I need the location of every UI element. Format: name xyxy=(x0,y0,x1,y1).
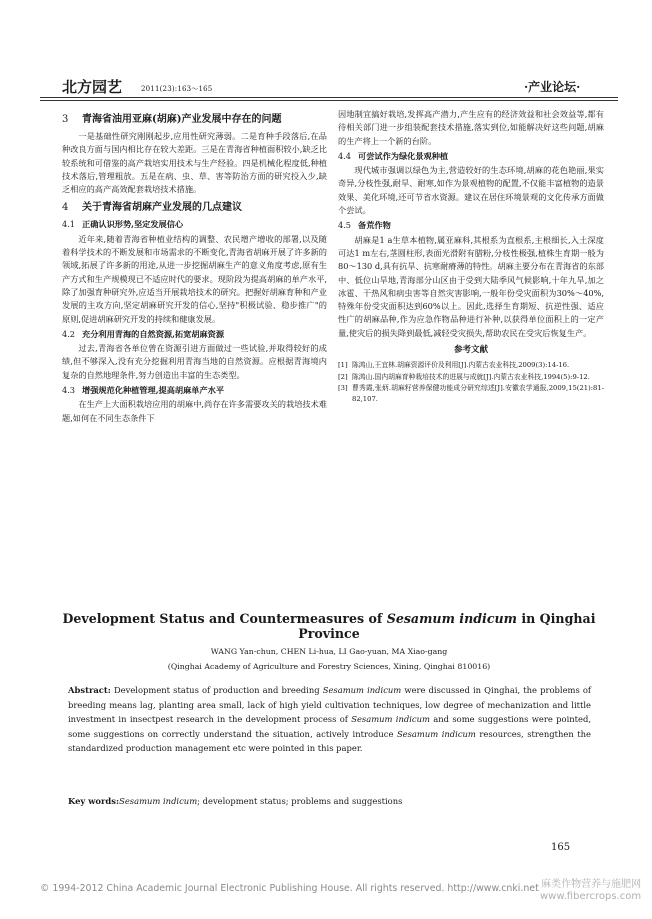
heading-text: 备荒作物 xyxy=(358,220,391,231)
paragraph-continued: 因地制宜搞好栽培,发挥高产潜力,产生应有的经济效益和社会效益等,都有待相关部门进一步组装配套技术措施,落实到位,如能解决好这些问题,胡麻的生产将上一个新的台阶。 xyxy=(338,109,604,146)
heading-text: 增强规范化种植管理,提高胡麻单产水平 xyxy=(82,385,225,396)
right-column xyxy=(338,108,604,405)
heading-number: 4.4 xyxy=(338,150,352,161)
reference-text: 曹秀霞,张炳.胡麻籽营养保健功能成分研究综述[J].安徽农学通报,2009,15(21):81-82,107. xyxy=(352,384,604,403)
abstract-label: Abstract: xyxy=(68,685,111,695)
reference-item xyxy=(338,383,604,404)
paragraph: 胡麻是1 a生草本植物,属亚麻科,其根系为直根系,主根细长,入土深度可达1 m左右,茎圆柱形,表面光滑附有腊粉,分枝性极强,植株生育期一般为80～130 d,具有抗旱、抗寒耐瘠薄的特性。胡麻主要分布在青海省的东部中、低位山旱地,青海部分山区由于受到大陆季风气候影响,十年九旱,加之冰雹、干热风和病虫害等自然灾害影响,一般年份受灾面积为30%～40%,特殊年份受灾面积达到60%以上。因此,选择生育期短、抗逆性强、适应性广的胡麻品种,作为应急作物品种进行补种,以获得单位面积上的一定产量,使灾后的损失降到最低,减轻受灾损失,帮助农民在受灾后恢复生产。 xyxy=(338,234,604,338)
heading-number: 4.3 xyxy=(62,385,76,396)
watermark-line: 麻类作物营养与施肥网 xyxy=(541,879,642,890)
heading-text: 关于青海省胡麻产业发展的几点建议 xyxy=(82,202,242,214)
paragraph: 一是基础性研究刚刚起步,应用性研究薄弱。二是育种手段落后,在品种改良方面与国内相比存在较大差距。三是在青海省种植面积较小,缺乏比较系统和可借鉴的高产栽培实用技术与生产经验。四是机械化程度低,种植技术落后,管理粗放。五是在病、虫、草、害等防治方面的研究投入少,缺乏相应的高产高效配套栽培技术措施。 xyxy=(62,131,327,195)
title-part: Development Status and Countermeasures of xyxy=(62,611,387,626)
english-authors: WANG Yan-chun, CHEN Li-hua, LI Gao-yuan, MA Xiao-gang xyxy=(210,647,448,656)
paragraph: 过去,青海省各单位曾在资源引进方面做过一些试验,并取得较好的成绩,但不够深入,没有充分挖掘利用青海当地的自然资源。应根据青海境内复杂的自然地理条件,努力创造出丰富的生态类型。 xyxy=(62,343,327,380)
reference-text: 陈鸿山.国内胡麻育种栽培技术的进展与成就[J].内蒙古农业科技,1994(5):9-12. xyxy=(352,372,590,381)
heading-4 xyxy=(62,200,327,215)
abstract-text: and some suggestions were pointed, some suggestions on correctly understand the situation, actively introduce xyxy=(68,714,591,739)
left-column xyxy=(62,108,327,425)
reference-number: [1] xyxy=(338,361,348,370)
heading-4-3 xyxy=(62,384,327,397)
heading-4-2 xyxy=(62,328,327,341)
keywords-species: Sesamum indicum xyxy=(119,796,198,806)
english-keywords xyxy=(68,794,591,808)
heading-text: 青海省油用亚麻(胡麻)产业发展中存在的问题 xyxy=(82,114,282,125)
english-title xyxy=(40,611,618,641)
reference-number: [3] xyxy=(338,384,348,393)
journal-citation: 2011(23):163～165 xyxy=(141,85,213,93)
abstract-text: were discussed in Qinghai, the problems of breeding means lag, planting area small, lack of high yield cultivation techniques, low degree of mechanization and little investment in insectpest research in the development process of xyxy=(68,685,592,725)
reference-item xyxy=(338,360,604,371)
heading-number: 4.2 xyxy=(62,328,76,339)
reference-item xyxy=(338,372,604,383)
reference-number: [2] xyxy=(338,372,348,381)
heading-number: 4.5 xyxy=(338,220,352,231)
section-tag: ·产业论坛· xyxy=(524,80,581,94)
reference-text: 陈鸿山,王宜林.胡麻资源评价及利用[J].内蒙古农业科技,2009(3):14-16. xyxy=(352,361,570,370)
abstract-text: resources, strengthen the standardized production management etc were pointed in this paper. xyxy=(68,728,591,754)
watermark-line: www.fibercrops.com xyxy=(540,891,642,902)
header-rule-top xyxy=(40,97,618,98)
page-number: 165 xyxy=(551,842,571,853)
abstract-species: Sesamum indicum xyxy=(351,714,430,725)
journal-name: 北方园艺 xyxy=(62,78,123,96)
paragraph: 近年来,随着青海省种植业结构的调整、农民增产增收的部署,以及随着科学技术的不断发展和市场需求的不断变化,青海省胡麻开展了许多新的领域,拓展了许多新的用途,从进一步挖掘胡麻生产的意义角度考虑,原有生产方式和生产规模现已不适应时代的要求。现阶段为提高胡麻的单产水平,除了加强育种研究外,应适当开展栽培技术的研究。把握好胡麻育种和产业发展的主攻方向,坚定胡麻研究开发的信心,坚持"积极试验、稳步推广"的原则,促进胡麻研究开发的持续和健康发展。 xyxy=(62,233,327,324)
abstract-text: Development status of production and breeding xyxy=(110,685,323,695)
heading-text: 正确认识形势,坚定发展信心 xyxy=(82,219,184,230)
english-affiliation: (Qinghai Academy of Agriculture and Forestry Sciences, Xining, Qinghai 810016) xyxy=(167,662,491,671)
heading-text: 可尝试作为绿化景观种植 xyxy=(358,150,449,161)
keywords-label: Key words: xyxy=(68,796,120,806)
heading-4-5 xyxy=(338,219,604,232)
heading-text: 充分利用青海的自然资源,拓宽胡麻资源 xyxy=(82,328,225,339)
heading-3 xyxy=(62,112,327,127)
abstract-species: Sesamum indicum xyxy=(396,728,476,739)
keywords-text: ; development status; problems and suggestions xyxy=(197,796,403,806)
heading-4-4 xyxy=(338,150,604,163)
paragraph: 在生产上大面积栽培应用的胡麻中,尚存在许多需要攻关的栽培技术难题,如何在不同生态条件下 xyxy=(62,399,327,423)
header-rule-bottom xyxy=(40,100,618,101)
heading-number: 4 xyxy=(62,202,69,214)
english-abstract xyxy=(68,683,591,756)
watermark xyxy=(540,879,641,903)
heading-number: 3 xyxy=(62,114,69,125)
paragraph: 现代城市强调以绿色为主,营造较好的生态环境,胡麻的花色艳丽,果实奇异,分枝性强,耐旱、耐寒,如作为景观植物的配置,不仅能丰富植物的造景效果、美化环境,还可节省水资源。建议在居住环境景观的文化传承方面做个尝试。 xyxy=(338,165,604,216)
heading-number: 4.1 xyxy=(62,219,76,230)
title-species: Sesamum indicum xyxy=(386,611,517,626)
references-title: 参考文献 xyxy=(453,345,488,356)
abstract-species: Sesamum indicum xyxy=(322,685,402,695)
heading-4-1 xyxy=(62,218,327,231)
title-part: in Qinghai Province xyxy=(298,611,596,641)
copyright-footer: © 1994-2012 China Academic Journal Electronic Publishing House. All rights reserved. http://www.cnki.net xyxy=(40,883,539,894)
